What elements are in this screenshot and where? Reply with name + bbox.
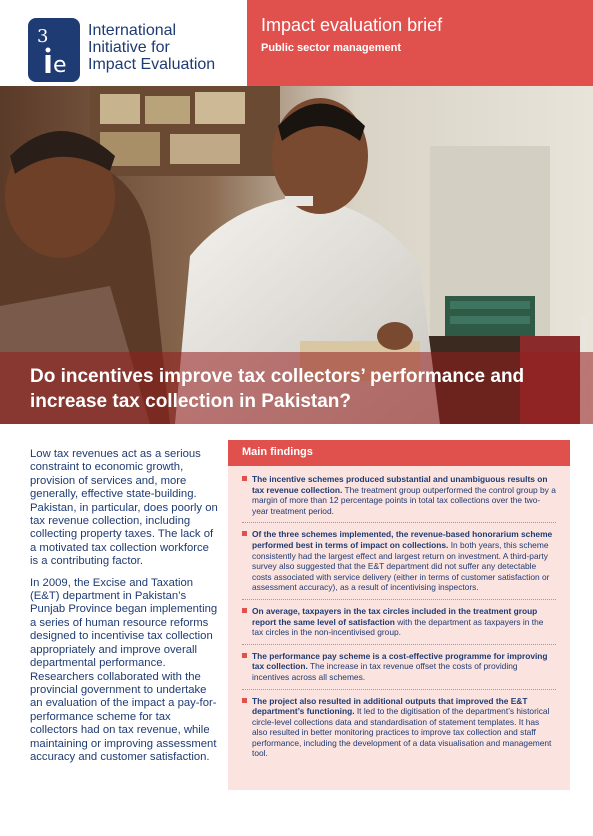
- finding-lead: The incentive schemes produced substantial and unambiguous results on tax revenue collection.: [252, 474, 548, 495]
- intro-paragraph-1: Low tax revenues act as a serious constraint to economic growth, provision of services and, more generally, effective state-building. Pakistan, in particular, does poorly on tax revenue collection, including collecting property taxes. The lack of a motivated tax collection workforce is a contributing factor.: [30, 448, 218, 568]
- headline: Do incentives improve tax collectors’ performance and increase tax collection in Pakistan?: [30, 366, 525, 412]
- finding-item: [242, 651, 556, 690]
- 3ie-logo: [28, 18, 80, 82]
- finding-text: The treatment group outperformed the control group by a margin of more than 12 percentage points in total tax collections over the two-year treatment period.: [252, 484, 556, 516]
- brief-subtitle: Public sector management: [261, 42, 401, 54]
- svg-text:e: e: [53, 53, 67, 78]
- intro-paragraph-2: In 2009, the Excise and Taxation (E&T) department in Pakistan’s Punjab Province began implementing a series of human resource reforms designed to incentivise tax collection appropriately and improve overall departmental performance. Researchers collaborated with the provincial government to undertake an evaluation of the impact a pay-for-performance scheme for tax collectors had on tax revenue, while maintaining or improving assessment accuracy and customer satisfaction.: [30, 576, 218, 763]
- svg-text:3: 3: [37, 26, 49, 47]
- finding-item: [242, 474, 556, 523]
- main-findings-title: Main findings: [228, 440, 570, 466]
- bullet-square-icon: [242, 653, 247, 658]
- brief-type-panel: [247, 0, 593, 86]
- finding-text: It led to the digitisation of the department’s historical circle-level collections data and standardisation of statement templates. It has also resulted in better monitoring practices to improve tax collection and staff performance, including the development of a data visualisation and management tool.: [252, 706, 552, 759]
- finding-lead: The project also resulted in additional outputs that improved the E&T department’s functioning.: [252, 695, 528, 717]
- org-name-line-2: Initiative for: [88, 39, 170, 56]
- finding-item: [242, 529, 556, 600]
- bullet-square-icon: [242, 531, 247, 536]
- finding-item: [242, 696, 556, 766]
- bullet-square-icon: [242, 476, 247, 481]
- finding-text: with the department as taxpayers in the tax circles in the non-incentivised group.: [252, 616, 544, 638]
- finding-lead: Of the three schemes implemented, the revenue-based honorarium scheme performed best in terms of impact on collections.: [252, 529, 553, 550]
- finding-text: In both years, this scheme consistently had the largest effect and largest return on investment. A third-party survey also suggested that the E&T department did not suffer any detectable costs associated with service delivery (either in terms of customer satisfaction or assessment accuracy), as a result of incentivising inspectors.: [252, 539, 550, 593]
- org-name-line-1: International: [88, 22, 177, 39]
- finding-item: [242, 606, 556, 645]
- main-findings-panel: [228, 440, 570, 790]
- org-name: [88, 22, 215, 73]
- finding-text: The increase in tax revenue offset the costs of providing incentives across all schemes.: [252, 661, 518, 682]
- org-name-line-3: Impact Evaluation: [88, 56, 216, 73]
- bullet-square-icon: [242, 698, 247, 703]
- finding-lead: The performance pay scheme is a cost-effective programme for improving tax collection.: [252, 650, 548, 672]
- findings-list: [228, 466, 570, 765]
- bullet-square-icon: [242, 608, 247, 613]
- brief-title: Impact evaluation brief: [261, 15, 443, 35]
- finding-lead: On average, taxpayers in the tax circles included in the treatment group report the same level of satisfaction: [252, 605, 538, 627]
- intro-text: [30, 448, 220, 772]
